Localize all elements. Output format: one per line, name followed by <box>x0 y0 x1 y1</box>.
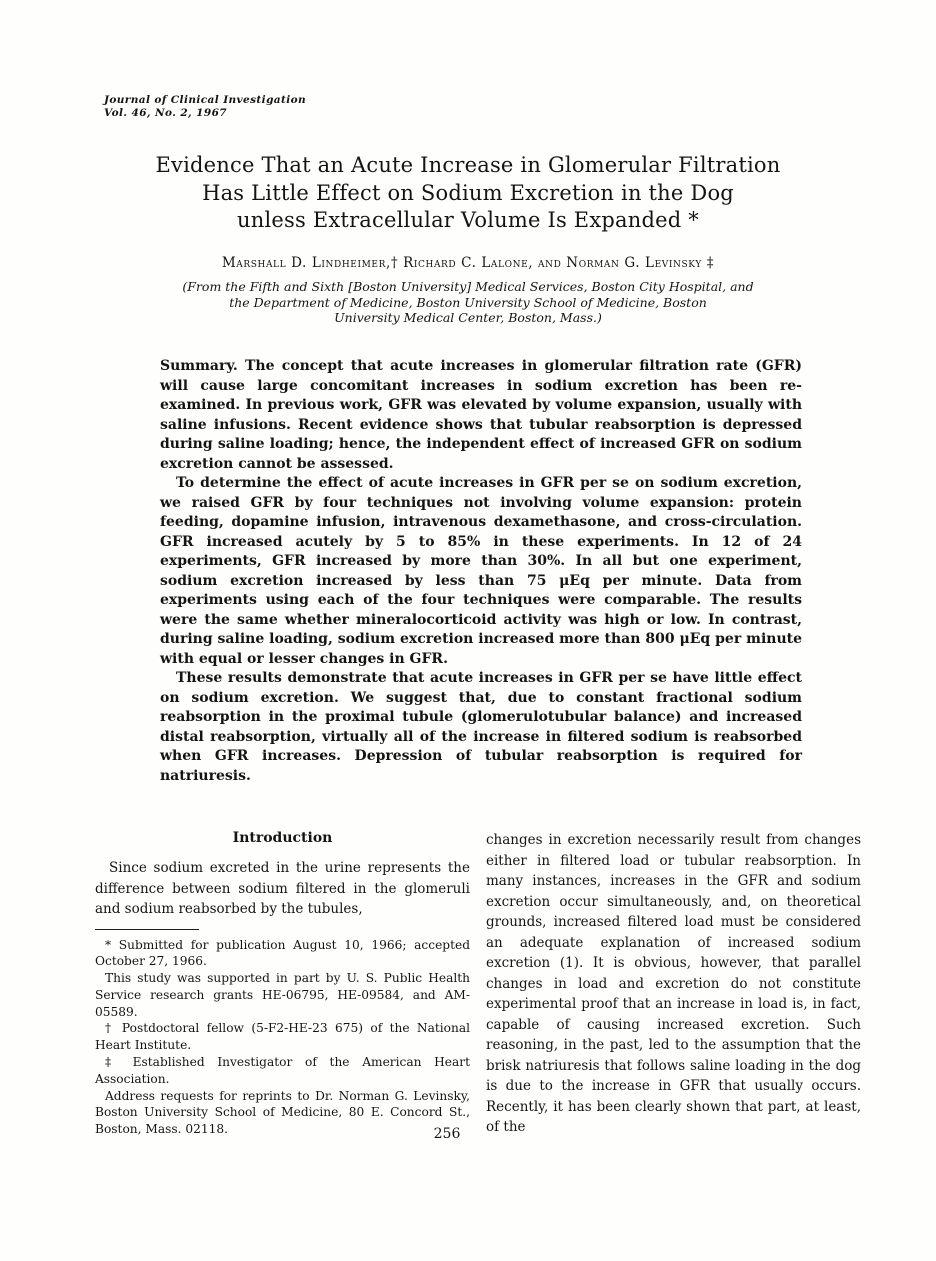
introduction-left-paragraph: Since sodium excreted in the urine represents the difference between sodium filtered in the glomeruli and sodium reabsorbed by the tubules, <box>95 860 470 917</box>
journal-volume-line: Vol. 46, No. 2, 1967 <box>104 107 227 119</box>
affiliation-line-3: University Medical Center, Boston, Mass.) <box>334 310 602 325</box>
summary-paragraph-1: Summary. The concept that acute increases in glomerular filtration rate (GFR) will cause large concomitant increases in sodium excretion has been re-examined. In previous work, GFR was elevated by volume expansion, usually with saline infusions. Recent evidence shows that tubular reabsorption is depressed during saline loading; hence, the independent effect of increased GFR on sodium excretion cannot be assessed. <box>160 358 802 472</box>
summary-paragraph-2: To determine the effect of acute increases in GFR per se on sodium excretion, we raised GFR by four techniques not involving volume expansion: protein feeding, dopamine infusion, intravenous dexamethasone, and cross-circulation. GFR increased acutely by 5 to 85% in these experiments. In 12 of 24 experiments, GFR increased by more than 30%. In all but one experiment, sodium excretion increased by less than 75 μEq per minute. Data from experiments using each of the four techniques were comparable. The results were the same whether mineralocorticoid activity was high or low. In contrast, during saline loading, sodium excretion increased more than 800 μEq per minute with equal or lesser changes in GFR. <box>160 475 802 667</box>
title-line-1: Evidence That an Acute Increase in Glomerular Filtration <box>155 153 781 177</box>
column-right <box>486 830 861 1138</box>
introduction-right-paragraph: changes in excretion necessarily result from changes either in filtered load or tubular reabsorption. In many instances, increases in the GFR and sodium excretion occur simultaneously, and, on theoretical grounds, increased filtered load must be considered an adequate explanation of increased sodium excretion (1). It is obvious, however, that parallel changes in load and excretion do not constitute experimental proof that an increase in load is, in fact, capable of causing increased excretion. Such reasoning, in the past, led to the assumption that the brisk natriuresis that follows saline loading in the dog is due to the increase in GFR that usually occurs. Recently, it has been clearly shown that part, at least, of the <box>486 832 861 1135</box>
footnote-postdoctoral: † Postdoctoral fellow (5-F2-HE-23 675) of the National Heart Institute. <box>95 1021 470 1053</box>
two-column-section <box>95 830 861 1138</box>
summary-paragraph-3: These results demonstrate that acute increases in GFR per se have little effect on sodium excretion. We suggest that, due to constant fractional sodium reabsorption in the proximal tubule (glomerulotubular balance) and increased distal reabsorption, virtually all of the increase in filtered sodium is reabsorbed when GFR increases. Depression of tubular reabsorption is required for natriuresis. <box>160 670 802 784</box>
footnote-reprints: Address requests for reprints to Dr. Norman G. Levinsky, Boston University School of Medicine, 80 E. Concord St., Boston, Mass. 02118. <box>95 1088 470 1137</box>
authors-line: Marshall D. Lindheimer,† Richard C. Lalone, and Norman G. Levinsky ‡ <box>221 255 715 271</box>
affiliation-line-1: (From the Fifth and Sixth [Boston University] Medical Services, Boston City Hospital, and <box>182 279 754 294</box>
footnote-funding: This study was supported in part by U. S. Public Health Service research grants HE-06795, HE-09584, and AM-05589. <box>95 971 470 1019</box>
affiliation <box>0 279 936 326</box>
column-left <box>95 830 470 1138</box>
journal-masthead <box>104 94 306 120</box>
article-title <box>0 152 936 235</box>
affiliation-line-2: the Department of Medicine, Boston University School of Medicine, Boston <box>229 294 707 310</box>
introduction-heading: Introduction <box>232 830 333 846</box>
footnote-submitted: * Submitted for publication August 10, 1966; accepted October 27, 1966. <box>95 937 470 969</box>
title-line-2: Has Little Effect on Sodium Excretion in the Dog <box>202 180 734 205</box>
footnote-divider <box>95 929 199 930</box>
footnote-investigator: ‡ Established Investigator of the American Heart Association. <box>95 1055 470 1086</box>
footnotes <box>95 937 470 1139</box>
summary-section <box>160 357 802 786</box>
page-number: 256 <box>433 1126 461 1142</box>
title-line-3: unless Extracellular Volume Is Expanded * <box>237 208 699 232</box>
journal-name: Journal of Clinical Investigation <box>104 94 307 106</box>
